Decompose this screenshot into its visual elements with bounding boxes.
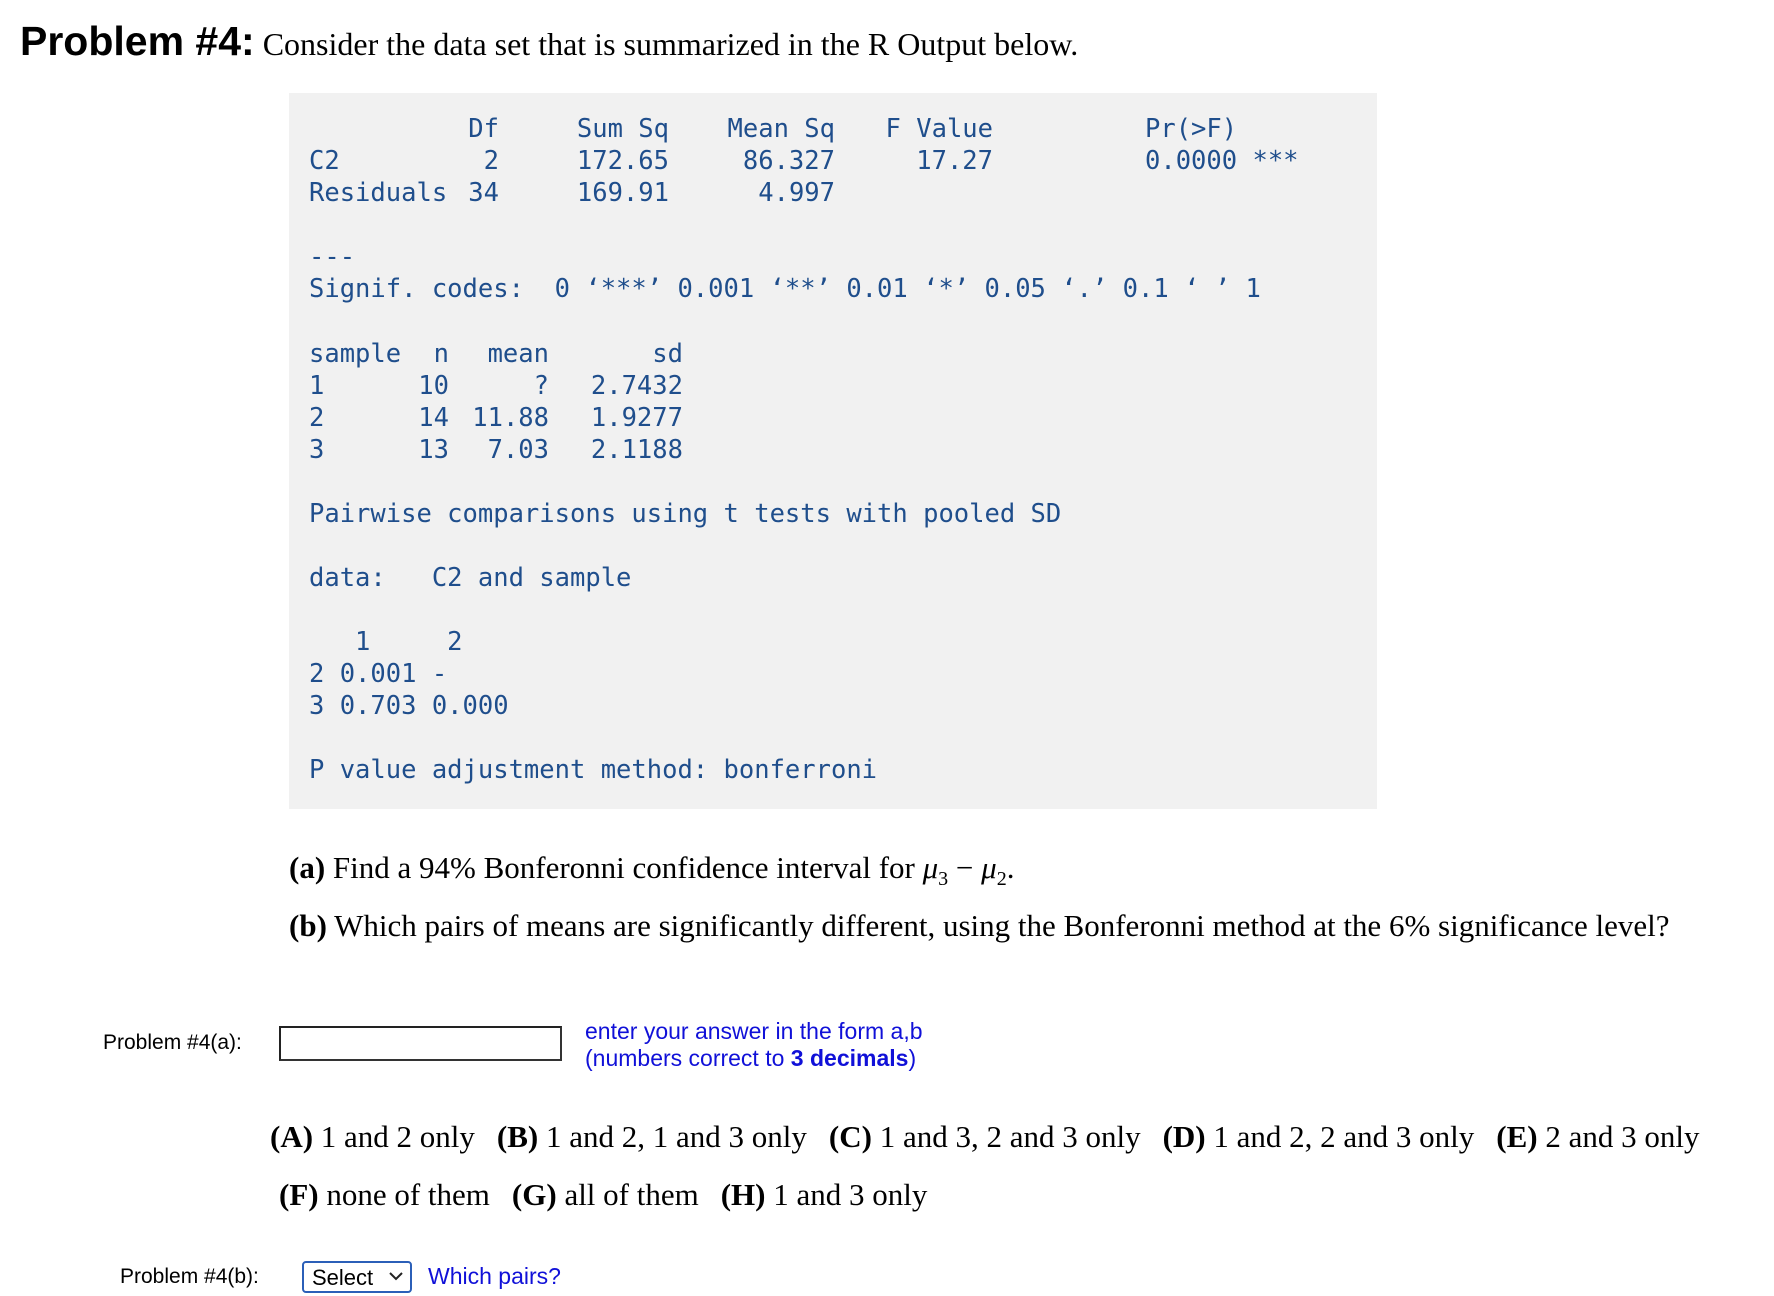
- choice-d: [1163, 1119, 1475, 1154]
- hint-line-2-bold: 3 decimals: [790, 1045, 909, 1071]
- question-a: [289, 850, 1014, 891]
- summary-col-sd: sd: [652, 339, 683, 369]
- which-pairs-link[interactable]: Which pairs?: [428, 1263, 561, 1289]
- summary-sample: 1: [309, 371, 325, 401]
- summary-col-n: n: [433, 339, 449, 369]
- chevron-down-icon: [388, 1265, 404, 1296]
- anova-row-sumsq: 169.91: [576, 178, 669, 208]
- hint-line-2: [585, 1045, 923, 1072]
- choices-row-2: [279, 1177, 927, 1213]
- choice-letter: (E): [1496, 1119, 1538, 1154]
- summary-col-sample: sample: [309, 339, 402, 369]
- summary-sd: 2.1188: [590, 435, 683, 465]
- problem-heading: [20, 18, 1078, 65]
- question-a-label: (a): [289, 850, 326, 885]
- r-output-box: [289, 93, 1377, 809]
- choice-g: [512, 1177, 699, 1212]
- anova-row-df: 34: [468, 178, 499, 208]
- choice-letter: (G): [511, 1177, 557, 1212]
- answer-a-label: Problem #4(a):: [103, 1031, 242, 1054]
- summary-sd: 2.7432: [590, 371, 683, 401]
- hint-line-2-pre: (numbers correct to: [585, 1045, 791, 1071]
- problem-title: Problem #4:: [20, 18, 255, 64]
- answer-a-hint: [585, 1018, 923, 1072]
- choice-f: [279, 1177, 490, 1212]
- period: .: [1006, 850, 1015, 885]
- hint-line-1: enter your answer in the form a,b: [585, 1018, 923, 1044]
- choice-text: none of them: [326, 1177, 490, 1212]
- anova-col-fvalue: F Value: [885, 114, 993, 144]
- choice-text: 2 and 3 only: [1545, 1119, 1700, 1154]
- choice-letter: (C): [828, 1119, 872, 1154]
- choice-letter: (D): [1162, 1119, 1206, 1154]
- summary-n: 13: [418, 435, 449, 465]
- select-value: Select: [312, 1265, 374, 1290]
- pairwise-data-line: data: C2 and sample: [309, 563, 632, 593]
- summary-n: 14: [418, 403, 449, 433]
- mu-3: μ: [922, 850, 939, 885]
- choice-e: [1496, 1119, 1699, 1154]
- choice-h: [721, 1177, 928, 1212]
- problem-intro: Consider the data set that is summarized in the R Output below.: [262, 26, 1079, 62]
- anova-row-f: 17.27: [916, 146, 993, 176]
- choice-letter: (H): [720, 1177, 766, 1212]
- choice-letter: (A): [270, 1119, 314, 1154]
- choice-b: [497, 1119, 807, 1154]
- pairwise-adjust: P value adjustment method: bonferroni: [309, 755, 878, 785]
- sub-3: 3: [938, 868, 949, 891]
- choice-letter: (F): [279, 1177, 319, 1212]
- minus-sign: −: [948, 850, 982, 885]
- question-b-label: (b): [289, 908, 327, 943]
- pairwise-header-row: 1 2: [309, 627, 463, 657]
- anova-col-meansq: Mean Sq: [727, 114, 835, 144]
- pairwise-row: 3 0.703 0.000: [309, 691, 509, 721]
- sub-2: 2: [996, 868, 1007, 891]
- anova-row-meansq: 4.997: [758, 178, 835, 208]
- anova-row-name: Residuals: [309, 178, 448, 208]
- pairwise-heading: Pairwise comparisons using t tests with pooled SD: [309, 499, 1062, 529]
- summary-sample: 2: [309, 403, 325, 433]
- answer-a-input[interactable]: [279, 1026, 562, 1061]
- anova-separator: ---: [309, 242, 356, 272]
- summary-mean: 7.03: [487, 435, 549, 465]
- anova-row-name: C2: [309, 146, 340, 176]
- choice-text: 1 and 3 only: [773, 1177, 928, 1212]
- summary-mean: 11.88: [472, 403, 549, 433]
- question-a-text: Find a 94% Bonferonni confidence interval for: [332, 850, 915, 885]
- summary-sample: 3: [309, 435, 325, 465]
- summary-mean: ?: [533, 371, 549, 401]
- anova-row-meansq: 86.327: [742, 146, 835, 176]
- anova-col-pr: Pr(>F): [1145, 114, 1238, 144]
- choice-c: [829, 1119, 1141, 1154]
- hint-line-2-post: ): [908, 1045, 917, 1071]
- choice-text: all of them: [564, 1177, 699, 1212]
- anova-row-sumsq: 172.65: [576, 146, 669, 176]
- anova-col-df: Df: [468, 114, 499, 144]
- choice-letter: (B): [496, 1119, 539, 1154]
- signif-codes: Signif. codes: 0 ‘***’ 0.001 ‘**’ 0.01 ‘*’ 0.05 ‘.’ 0.1 ‘ ’ 1: [309, 274, 1261, 304]
- summary-col-mean: mean: [487, 339, 549, 369]
- choice-text: 1 and 2, 2 and 3 only: [1213, 1119, 1475, 1154]
- anova-col-sumsq: Sum Sq: [576, 114, 669, 144]
- choice-text: 1 and 2, 1 and 3 only: [546, 1119, 807, 1154]
- choices-row-1: [270, 1119, 1699, 1155]
- summary-sd: 1.9277: [590, 403, 683, 433]
- question-b: [289, 908, 1670, 944]
- choice-text: 1 and 2 only: [320, 1119, 475, 1154]
- pairwise-row: 2 0.001 -: [309, 659, 448, 689]
- summary-n: 10: [418, 371, 449, 401]
- answer-b-select[interactable]: [302, 1261, 412, 1293]
- anova-row-p: 0.0000 ***: [1145, 146, 1299, 176]
- question-b-text: Which pairs of means are significantly different, using the Bonferonni method at the 6% significance level?: [334, 908, 1670, 943]
- answer-b-label: Problem #4(b):: [120, 1265, 259, 1288]
- mu-2: μ: [981, 850, 997, 885]
- anova-row-df: 2: [483, 146, 499, 176]
- choice-a: [270, 1119, 475, 1154]
- choice-text: 1 and 3, 2 and 3 only: [879, 1119, 1141, 1154]
